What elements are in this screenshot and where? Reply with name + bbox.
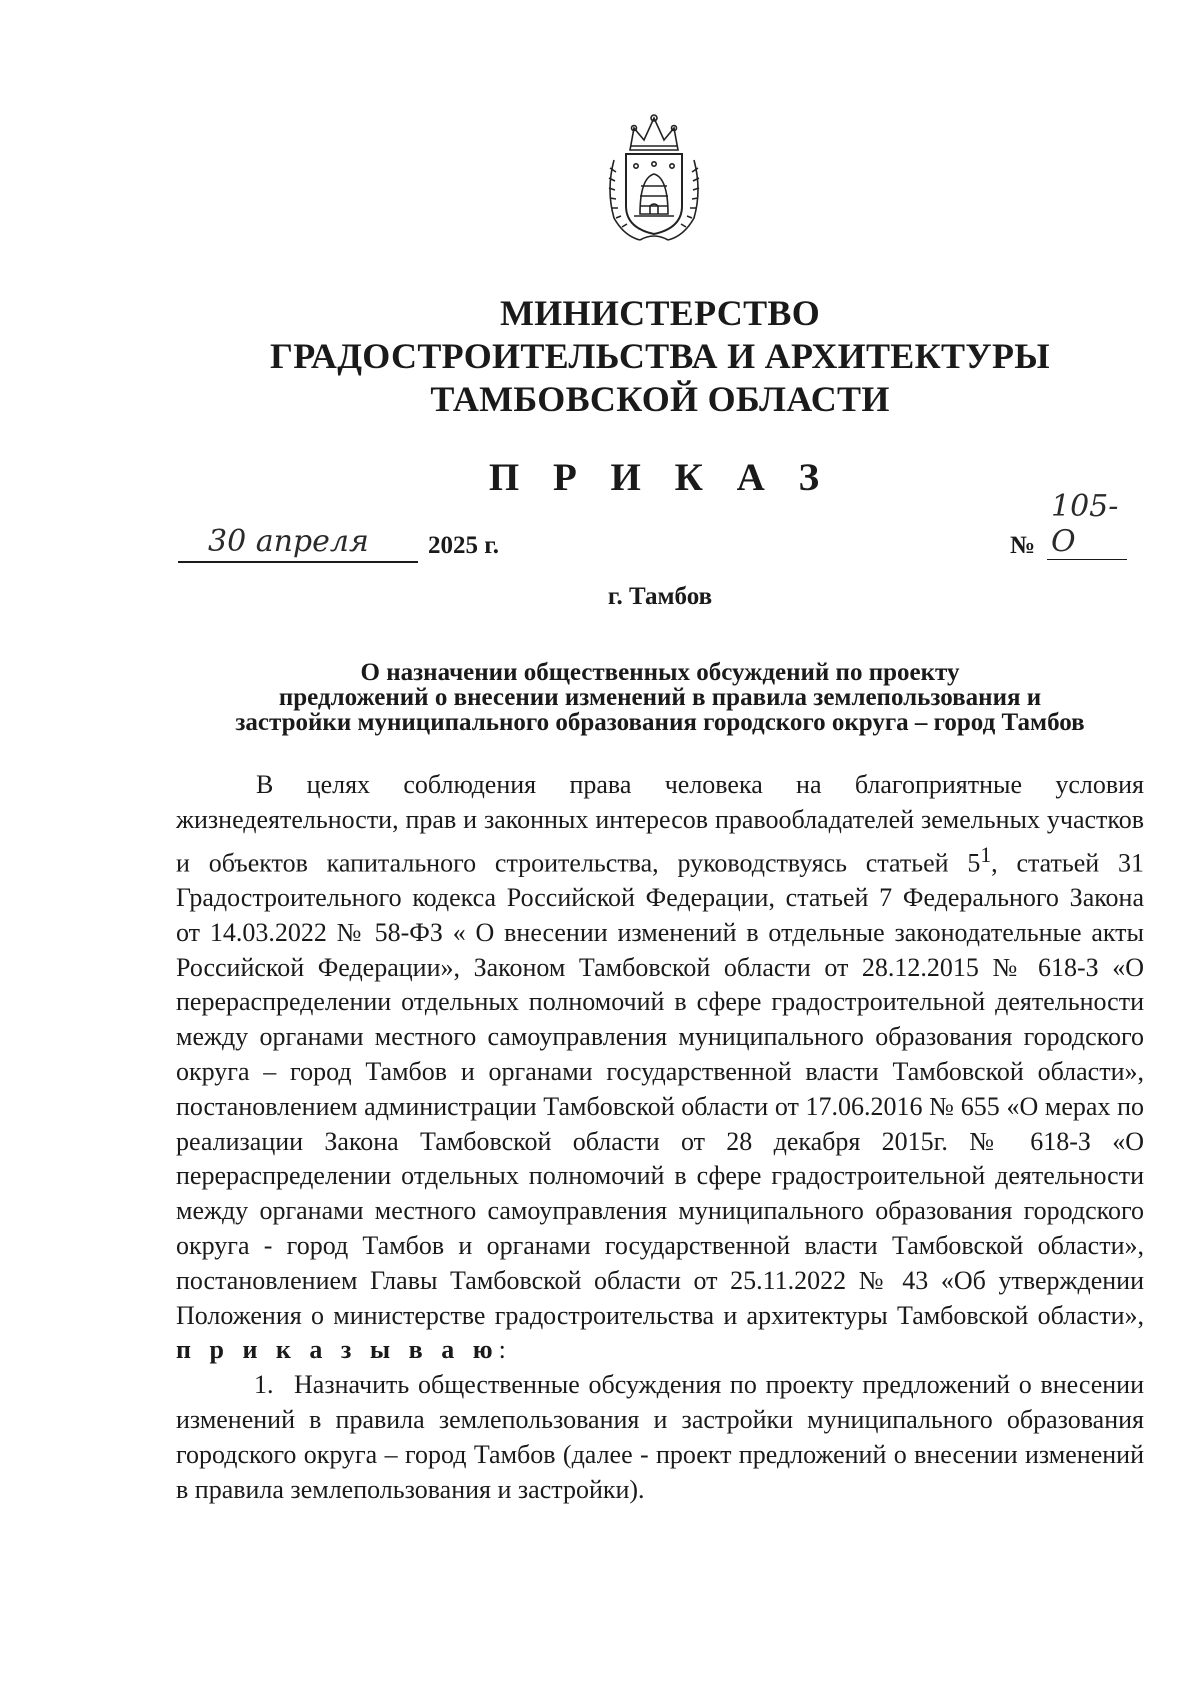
date-field bbox=[178, 515, 418, 563]
article-superscript: 1 bbox=[980, 842, 992, 867]
item-text: Назначить общественные обсуждения по проекту предложений о внесении изменений в правила землепользования и застройки муниципального образования городского округа – город Тамбов (далее - проект предложений о внесении изменений в правила землепользования и застройки). bbox=[176, 1370, 1144, 1504]
preamble-text-end: , статьей 31 Градостроительного кодекса Российской Федерации, статьей 7 Федерального Закона от 14.03.2022 № 58-ФЗ « О внесении изменений в отдельные законодательные акты Российской Федерации», Законом Тамбовской области от 28.12.2015 № 618-З «О перераспределении отдельных полномочий в сфере градостроительной деятельности между органами местного самоуправления муниципального образования городского округа – город Тамбов и органами государственной власти Тамбовской области», постановлением администрации Тамбовской области от 17.06.2016 № 655 «О мерах по реализации Закона Тамбовской области от 28 декабря 2015г. № 618-З «О перераспределении отдельных полномочий в сфере градостроительной деятельности между органами местного самоуправления муниципального образования городского округа - город Тамбов и органами государственной власти Тамбовской области», постановлением Главы Тамбовской области от 25.11.2022 № 43 «Об утверждении Положения о министерстве градостроительства и архитектуры Тамбовской области», bbox=[176, 848, 1144, 1330]
ministry-line: ГРАДОСТРОИТЕЛЬСТВА И АРХИТЕКТУРЫ bbox=[270, 336, 1050, 376]
year-label: 2025 г. bbox=[428, 532, 500, 559]
number-label: № bbox=[1010, 532, 1036, 559]
order-item-1 bbox=[176, 1368, 1144, 1507]
subject-line: предложений о внесении изменений в правила землепользования и bbox=[278, 684, 1042, 711]
handwritten-number: 105-О bbox=[1051, 489, 1119, 559]
order-word: п р и к а з ы в а ю bbox=[176, 1335, 499, 1365]
number-field bbox=[1047, 489, 1127, 560]
document-type-title: П Р И К А З bbox=[488, 456, 832, 499]
subject-heading bbox=[176, 660, 1144, 735]
city-label: г. Тамбов bbox=[607, 583, 713, 610]
tambov-coat-of-arms-icon bbox=[600, 110, 708, 248]
ministry-line: ТАМБОВСКОЙ ОБЛАСТИ bbox=[430, 379, 890, 419]
ministry-name bbox=[200, 292, 1120, 421]
preamble-text-start: В целях соблюдения права человека на благоприятные условия жизнедеятельности, прав и законных интересов правообладателей земельных участков и объектов капитального строительства, руководствуясь статьей 5 bbox=[176, 770, 1144, 878]
document-body bbox=[176, 768, 1144, 1507]
order-colon: : bbox=[498, 1335, 506, 1365]
preamble-paragraph bbox=[176, 768, 1144, 1368]
subject-line: О назначении общественных обсуждений по проекту bbox=[360, 659, 960, 686]
handwritten-date: 30 апреля bbox=[208, 524, 369, 559]
subject-line: застройки муниципального образования городского округа – город Тамбов bbox=[235, 709, 1085, 736]
ministry-line: МИНИСТЕРСТВО bbox=[499, 293, 821, 333]
item-number: 1. bbox=[254, 1370, 274, 1400]
